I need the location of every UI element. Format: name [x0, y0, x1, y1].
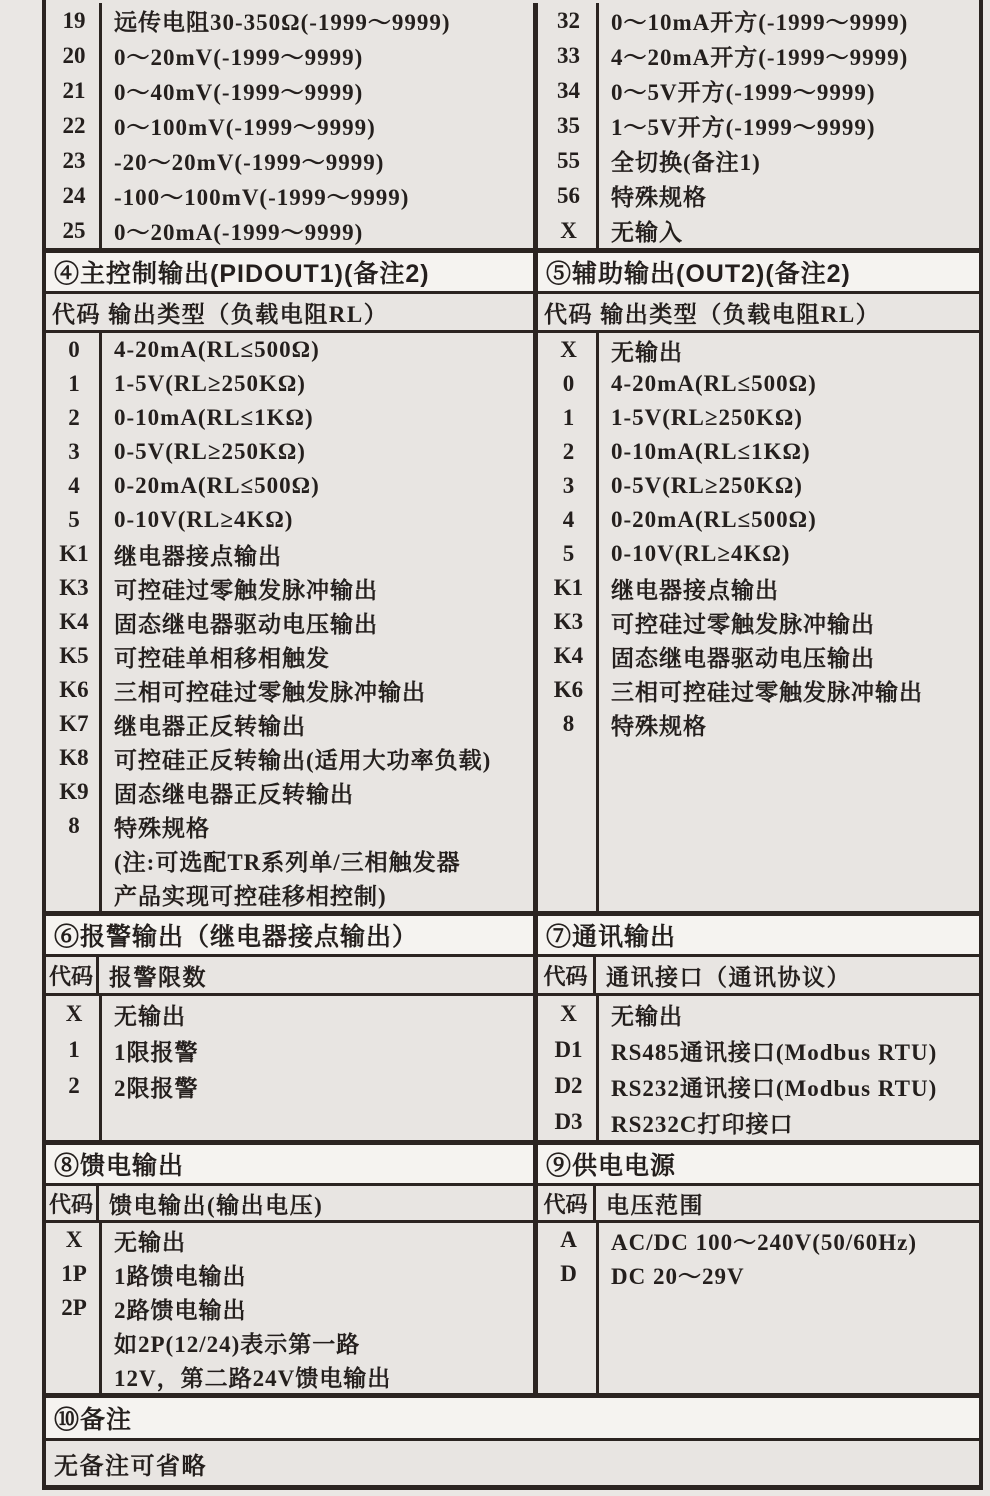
- table-row: [46, 707, 533, 741]
- code-cell: K5: [59, 643, 89, 668]
- table-row: [46, 996, 533, 1032]
- section4-title: ④主控制输出(PIDOUT1)(备注2): [46, 253, 533, 291]
- desc-cell: 无输出: [611, 1003, 683, 1029]
- desc-cell: 继电器接点输出: [611, 577, 779, 603]
- code-cell: 4: [562, 507, 575, 532]
- desc-cell: 全切换(备注1): [611, 150, 761, 175]
- section5-rows: [538, 333, 979, 911]
- table-row: [46, 673, 533, 707]
- table-row: [46, 775, 533, 809]
- section9-title: ⑨供电电源: [538, 1145, 979, 1183]
- code-cell: K1: [553, 575, 584, 600]
- code-cell: K6: [553, 677, 584, 702]
- desc-cell: 远传电阻30-350Ω(-1999～9999): [114, 10, 451, 35]
- alarm-comm-sections: [46, 916, 979, 1140]
- table-row: [538, 707, 979, 741]
- section4-column-header: 代码 输出类型（负载电阻RL）: [52, 301, 389, 327]
- table-row: [46, 741, 533, 775]
- table-row: [46, 178, 533, 213]
- code-cell: 22: [62, 112, 86, 138]
- section6-title: ⑥报警输出（继电器接点输出）: [46, 916, 533, 954]
- code-header-cell: 代码: [46, 957, 99, 993]
- table-row: [538, 1032, 979, 1068]
- table-row: [46, 38, 533, 73]
- desc-cell: 0～40mV(-1999～9999): [114, 80, 364, 105]
- code-cell: 8: [562, 711, 575, 736]
- desc-cell: 可控硅过零触发脉冲输出: [611, 611, 875, 637]
- desc-cell: 固态继电器正反转输出: [114, 781, 354, 807]
- table-row: [538, 108, 979, 143]
- code-cell: 0: [562, 371, 575, 396]
- table-row: [538, 367, 979, 401]
- table-row: [46, 108, 533, 143]
- code-cell: 2: [68, 405, 80, 430]
- code-cell: A: [560, 1227, 577, 1252]
- code-cell: D: [560, 1261, 577, 1286]
- table-row: [538, 333, 979, 367]
- code-cell: 24: [62, 182, 86, 208]
- desc-cell: 0-10V(RL≥4KΩ): [114, 507, 294, 532]
- code-cell: 5: [68, 507, 80, 532]
- code-cell: 25: [62, 217, 86, 243]
- code-header-cell: 代码: [538, 1186, 596, 1220]
- desc-cell: DC 20～29V: [611, 1263, 745, 1289]
- table-row: [46, 435, 533, 469]
- desc-cell: 0-5V(RL≥250KΩ): [114, 439, 306, 464]
- section9-column-header: [538, 1186, 979, 1220]
- desc-cell: 0～5V开方(-1999～9999): [611, 80, 876, 105]
- table-row: [538, 1068, 979, 1104]
- table-row: [46, 571, 533, 605]
- table-row: [46, 1032, 533, 1068]
- code-cell: K3: [553, 609, 584, 634]
- section5-title: ⑤辅助输出(OUT2)(备注2): [538, 253, 979, 291]
- code-cell: 3: [562, 473, 575, 498]
- desc-cell: RS232通讯接口(Modbus RTU): [611, 1075, 938, 1101]
- table-row: [46, 809, 533, 843]
- section7-rows: [538, 996, 979, 1140]
- desc-cell: 1～5V开方(-1999～9999): [611, 115, 876, 140]
- code-header-cell: 代码: [46, 1186, 99, 1220]
- code-cell: 35: [557, 112, 580, 138]
- section10-title: ⑩备注: [46, 1398, 979, 1438]
- input-codes-right-column: [538, 3, 979, 248]
- desc-cell: 0-20mA(RL≤500Ω): [114, 473, 320, 498]
- code-cell: 20: [62, 42, 86, 68]
- section6-alarm-output: [46, 916, 538, 1140]
- desc-header-cell: 通讯接口（通讯协议）: [606, 964, 851, 990]
- code-cell: 33: [557, 42, 580, 68]
- desc-cell: 无输出: [114, 1229, 186, 1255]
- desc-cell: 1-5V(RL≥250KΩ): [611, 405, 803, 430]
- code-cell: K4: [59, 609, 89, 634]
- table-row: [538, 38, 979, 73]
- table-row: [538, 178, 979, 213]
- code-cell: K4: [553, 643, 584, 668]
- desc-cell: 可控硅单相移相触发: [114, 645, 330, 671]
- code-cell: K8: [59, 745, 89, 770]
- code-cell: X: [560, 217, 577, 243]
- table-row: [538, 605, 979, 639]
- table-row: [46, 1325, 533, 1359]
- desc-cell: 三相可控硅过零触发脉冲输出: [611, 679, 923, 705]
- code-cell: K3: [59, 575, 89, 600]
- section7-communication-output: [538, 916, 979, 1140]
- table-row: [538, 143, 979, 178]
- section4-rows: [46, 333, 533, 911]
- desc-header-cell: 馈电输出(输出电压): [109, 1192, 324, 1218]
- desc-cell: 继电器接点输出: [114, 543, 282, 569]
- code-cell: 34: [557, 77, 580, 103]
- table-row: [46, 73, 533, 108]
- table-row: [538, 401, 979, 435]
- code-cell: 3: [68, 439, 80, 464]
- section9-rows: [538, 1223, 979, 1393]
- section8-feed-output: [46, 1145, 538, 1393]
- desc-cell: 0-10V(RL≥4KΩ): [611, 541, 791, 566]
- desc-cell: 1路馈电输出: [114, 1263, 247, 1289]
- table-row: [538, 1257, 979, 1291]
- desc-cell: 4-20mA(RL≤500Ω): [114, 337, 320, 362]
- code-cell: D1: [554, 1037, 583, 1062]
- code-cell: 1: [68, 1037, 80, 1062]
- section6-column-header: [46, 957, 533, 993]
- table-row: [46, 605, 533, 639]
- ordering-code-table: [42, 0, 983, 1490]
- code-cell: K1: [59, 541, 89, 566]
- code-cell: 2P: [61, 1295, 87, 1320]
- code-cell: K9: [59, 779, 89, 804]
- desc-cell: 特殊规格: [611, 185, 707, 210]
- desc-cell: 特殊规格: [611, 713, 707, 739]
- code-cell: 2: [562, 439, 575, 464]
- section4-main-control-output: [46, 253, 538, 911]
- section8-title: ⑧馈电输出: [46, 1145, 533, 1183]
- desc-cell: 继电器正反转输出: [114, 713, 306, 739]
- input-codes-left-column: [46, 3, 538, 248]
- code-cell: X: [560, 337, 577, 362]
- desc-cell: 2限报警: [114, 1075, 199, 1101]
- desc-cell: 0～100mV(-1999～9999): [114, 115, 376, 140]
- code-cell: 5: [562, 541, 575, 566]
- section5-column-header: 代码 输出类型（负载电阻RL）: [544, 301, 881, 327]
- table-row: [538, 73, 979, 108]
- desc-cell: 产品实现可控硅移相控制): [114, 883, 387, 909]
- table-row: [46, 503, 533, 537]
- code-cell: 55: [557, 147, 580, 173]
- table-row: [538, 1104, 979, 1140]
- feed-power-sections: [46, 1145, 979, 1393]
- desc-cell: 固态继电器驱动电压输出: [611, 645, 875, 671]
- table-row: [538, 1223, 979, 1257]
- desc-cell: 无输出: [114, 1003, 186, 1029]
- desc-cell: 可控硅过零触发脉冲输出: [114, 577, 378, 603]
- desc-header-cell: 报警限数: [109, 964, 207, 990]
- table-row: [538, 996, 979, 1032]
- desc-cell: RS485通讯接口(Modbus RTU): [611, 1039, 938, 1065]
- table-row: [538, 213, 979, 248]
- desc-cell: 可控硅正反转输出(适用大功率负载): [114, 747, 492, 773]
- desc-cell: 1限报警: [114, 1039, 199, 1065]
- desc-cell: AC/DC 100～240V(50/60Hz): [611, 1229, 917, 1255]
- code-cell: 32: [557, 7, 580, 33]
- desc-cell: 特殊规格: [114, 815, 210, 841]
- desc-cell: (注:可选配TR系列单/三相触发器: [114, 849, 461, 875]
- table-row: [46, 213, 533, 248]
- table-row: [46, 843, 533, 877]
- code-cell: X: [560, 1001, 577, 1026]
- input-codes-right-rows: [538, 3, 979, 248]
- section8-rows: [46, 1223, 533, 1393]
- desc-header-cell: 电压范围: [606, 1192, 704, 1218]
- desc-cell: RS232C打印接口: [611, 1111, 794, 1137]
- section7-title: ⑦通讯输出: [538, 916, 979, 954]
- desc-cell: 2路馈电输出: [114, 1297, 247, 1323]
- table-row: [46, 401, 533, 435]
- desc-cell: 0～20mA(-1999～9999): [114, 220, 364, 245]
- code-cell: 21: [62, 77, 86, 103]
- section10-remarks: [46, 1398, 979, 1485]
- code-cell: D3: [554, 1109, 583, 1134]
- table-row: [46, 1223, 533, 1257]
- output-sections: [46, 253, 979, 911]
- table-row: [538, 571, 979, 605]
- desc-cell: 固态继电器驱动电压输出: [114, 611, 378, 637]
- desc-cell: 4-20mA(RL≤500Ω): [611, 371, 817, 396]
- section7-column-header: [538, 957, 979, 993]
- code-cell: 19: [62, 7, 86, 33]
- desc-cell: 4～20mA开方(-1999～9999): [611, 45, 909, 70]
- code-cell: D2: [554, 1073, 583, 1098]
- table-row: [538, 673, 979, 707]
- table-row: [538, 639, 979, 673]
- code-cell: 2: [68, 1073, 80, 1098]
- table-row: [46, 367, 533, 401]
- code-cell: X: [65, 1001, 83, 1026]
- desc-cell: 三相可控硅过零触发脉冲输出: [114, 679, 426, 705]
- code-cell: K6: [59, 677, 89, 702]
- code-cell: X: [65, 1227, 83, 1252]
- code-header-cell: 代码: [538, 957, 596, 993]
- section9-power-supply: [538, 1145, 979, 1393]
- table-row: [46, 143, 533, 178]
- desc-cell: 无输入: [611, 220, 683, 245]
- table-row: [46, 1068, 533, 1104]
- code-cell: 4: [68, 473, 80, 498]
- code-cell: 23: [62, 147, 86, 173]
- desc-cell: 12V，第二路24V馈电输出: [114, 1365, 392, 1391]
- table-row: [538, 469, 979, 503]
- desc-cell: 0-10mA(RL≤1KΩ): [611, 439, 811, 464]
- table-row: [46, 3, 533, 38]
- input-codes-left-rows: [46, 3, 533, 248]
- section8-column-header: [46, 1186, 533, 1220]
- table-row: [46, 877, 533, 911]
- desc-cell: 0-10mA(RL≤1KΩ): [114, 405, 314, 430]
- section6-rows: [46, 996, 533, 1140]
- table-row: [538, 3, 979, 38]
- code-cell: 56: [557, 182, 580, 208]
- desc-cell: 1-5V(RL≥250KΩ): [114, 371, 306, 396]
- table-row: [46, 1257, 533, 1291]
- table-row: [538, 537, 979, 571]
- table-row: [538, 435, 979, 469]
- table-row: [538, 503, 979, 537]
- table-row: [46, 333, 533, 367]
- code-cell: 1P: [61, 1261, 87, 1286]
- table-row: [46, 537, 533, 571]
- section10-body: 无备注可省略: [54, 1453, 207, 1480]
- table-row: [46, 1359, 533, 1393]
- table-row: [46, 639, 533, 673]
- code-cell: K7: [59, 711, 89, 736]
- desc-cell: -100～100mV(-1999～9999): [114, 185, 410, 210]
- desc-cell: 无输出: [611, 339, 683, 365]
- desc-cell: 0-5V(RL≥250KΩ): [611, 473, 803, 498]
- desc-cell: 0～20mV(-1999～9999): [114, 45, 364, 70]
- code-cell: 1: [562, 405, 575, 430]
- desc-cell: -20～20mV(-1999～9999): [114, 150, 385, 175]
- input-code-section: [46, 0, 979, 248]
- code-cell: 1: [68, 371, 80, 396]
- code-cell: 0: [68, 337, 80, 362]
- desc-cell: 0-20mA(RL≤500Ω): [611, 507, 817, 532]
- section5-aux-output: [538, 253, 979, 911]
- desc-cell: 0～10mA开方(-1999～9999): [611, 10, 909, 35]
- table-row: [46, 469, 533, 503]
- table-row: [46, 1291, 533, 1325]
- code-cell: 8: [68, 813, 80, 838]
- desc-cell: 如2P(12/24)表示第一路: [114, 1331, 361, 1357]
